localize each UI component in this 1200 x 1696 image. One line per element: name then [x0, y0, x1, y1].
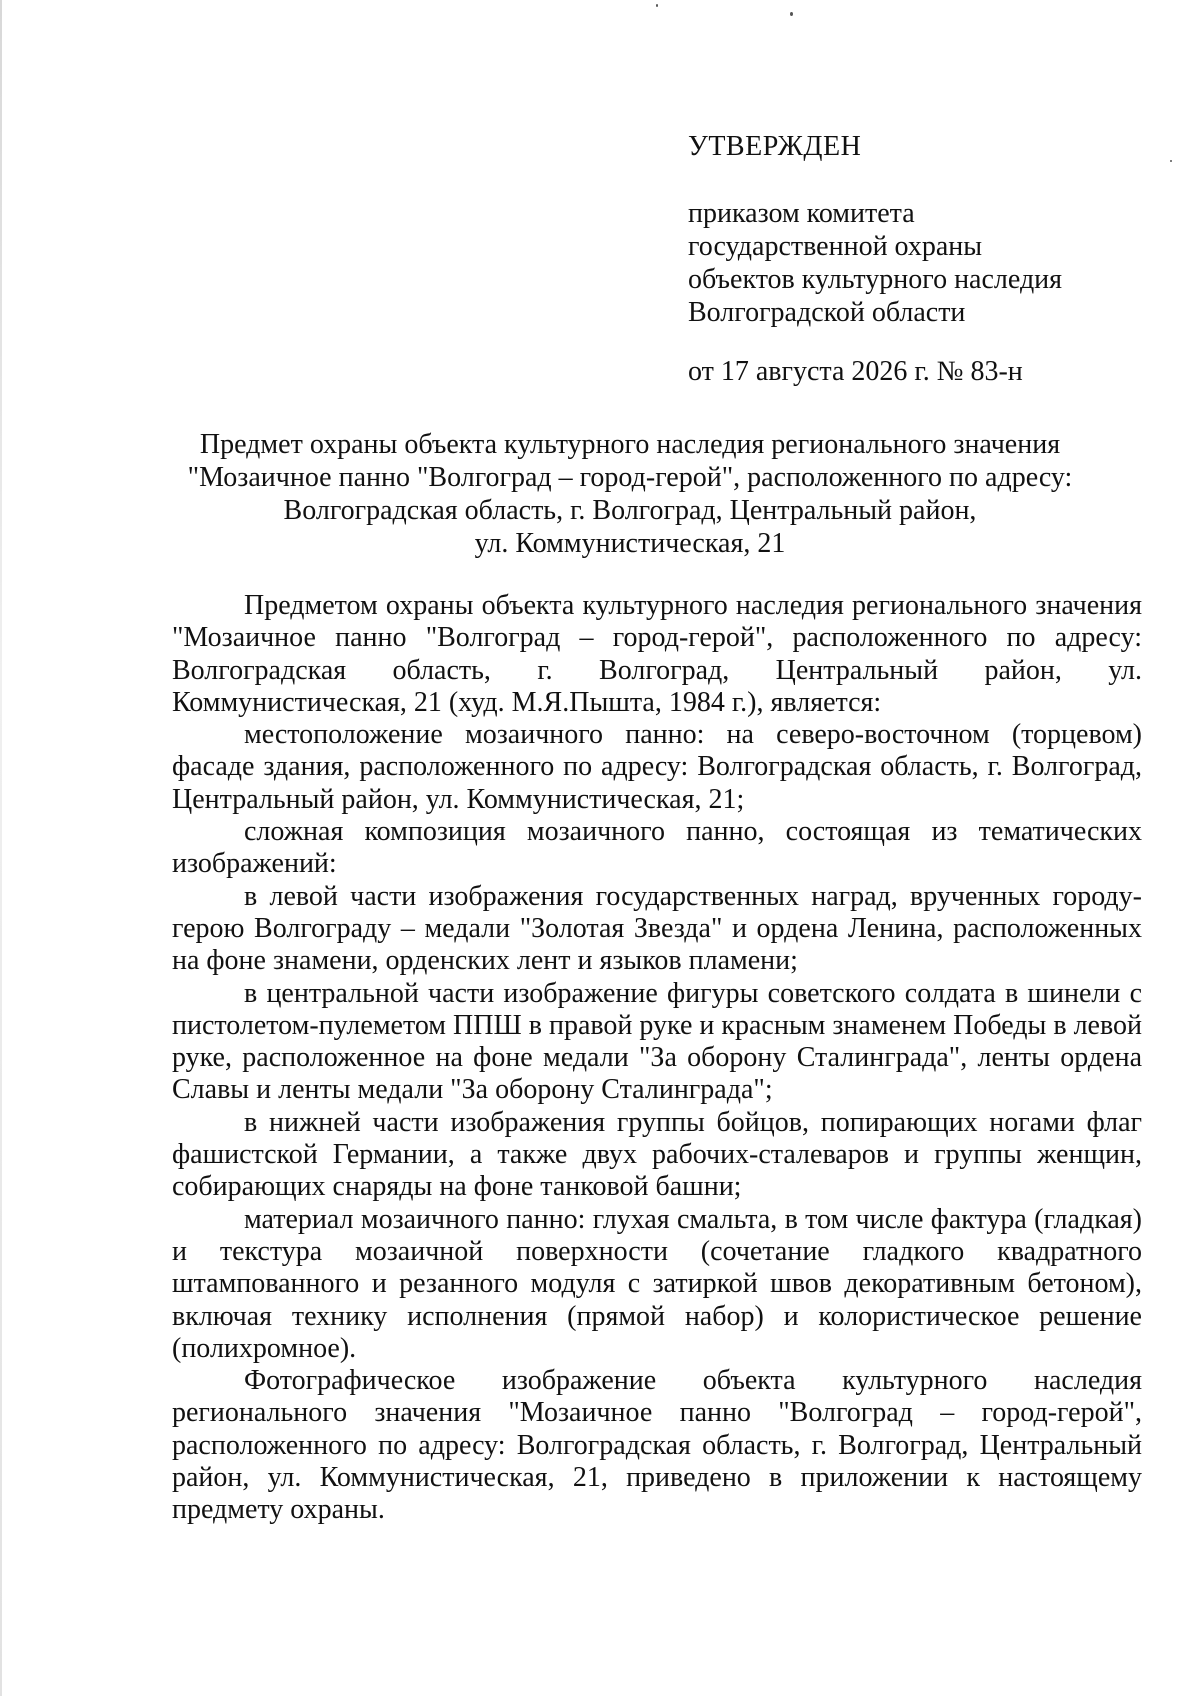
document-title-line: Предмет охраны объекта культурного наследия регионального значения	[199, 429, 1061, 460]
scan-speck	[656, 4, 658, 7]
body-paragraph: в нижней части изображения группы бойцов, попирающих ногами флаг фашистской Германии, а также двух рабочих-сталеваров и группы женщин, собирающих снаряды на фоне танковой башни;	[172, 1106, 1142, 1203]
body-paragraph: сложная композиция мозаичного панно, состоящая из тематических изображений:	[172, 816, 1142, 880]
document-title-line: Волгоградская область, г. Волгоград, Центральный район,	[283, 495, 977, 526]
approval-line: государственной охраны	[688, 231, 983, 262]
document-body	[172, 590, 1142, 1527]
body-paragraph: в центральной части изображение фигуры советского солдата в шинели с пистолетом-пулеметом ППШ в правой руке и красным знаменем Победы в левой руке, расположенное на фоне медали "За оборону Сталинграда", ленты ордена Славы и ленты медали "За оборону Сталинграда";	[172, 977, 1142, 1106]
scan-edge-shadow	[0, 0, 2, 1696]
order-date: от 17 августа 2026 г. № 83-н	[688, 356, 1023, 387]
approval-block	[688, 130, 1148, 388]
body-paragraph: материал мозаичного панно: глухая смальта, в том числе фактура (гладкая) и текстура мозаичной поверхности (сочетание гладкого квадратного штампованного и резанного модуля с затиркой швов декоративным бетоном), включая технику исполнения (прямой набор) и колористическое решение (полихромное).	[172, 1203, 1142, 1364]
scan-speck	[790, 12, 793, 16]
document-title-line: ул. Коммунистическая, 21	[474, 528, 786, 559]
document-title	[150, 428, 1110, 560]
body-paragraph: в левой части изображения государственных наград, врученных городу-герою Волгограду – медали "Золотая Звезда" и ордена Ленина, расположенных на фоне знамени, орденских лент и языков пламени;	[172, 880, 1142, 977]
body-paragraph: местоположение мозаичного панно: на северо-восточном (торцевом) фасаде здания, расположенного по адресу: Волгоградская область, г. Волгоград, Центральный район, ул. Коммунистическая, 21;	[172, 719, 1142, 815]
approval-line: приказом комитета	[688, 198, 915, 229]
body-paragraph: Фотографическое изображение объекта культурного наследия регионального значения "Мозаичное панно "Волгоград – город-герой", расположенного по адресу: Волгоградская область, г. Волгоград, Центральный район, ул. Коммунистическая, 21, приведено в приложении к настоящему предмету охраны.	[172, 1365, 1142, 1526]
approval-line: Волгоградской области	[688, 297, 966, 328]
document-title-line: "Мозаичное панно "Волгоград – город-герой", расположенного по адресу:	[187, 462, 1073, 493]
approval-line: объектов культурного наследия	[688, 264, 1063, 295]
approval-title: УТВЕРЖДЕН	[688, 131, 862, 162]
scan-speck	[1170, 160, 1172, 162]
body-paragraph: Предметом охраны объекта культурного наследия регионального значения "Мозаичное панно "Волгоград – город-герой", расположенного по адресу: Волгоградская область, г. Волгоград, Центральный район, ул. Коммунистическая, 21 (худ. М.Я.Пышта, 1984 г.), является:	[172, 590, 1142, 718]
